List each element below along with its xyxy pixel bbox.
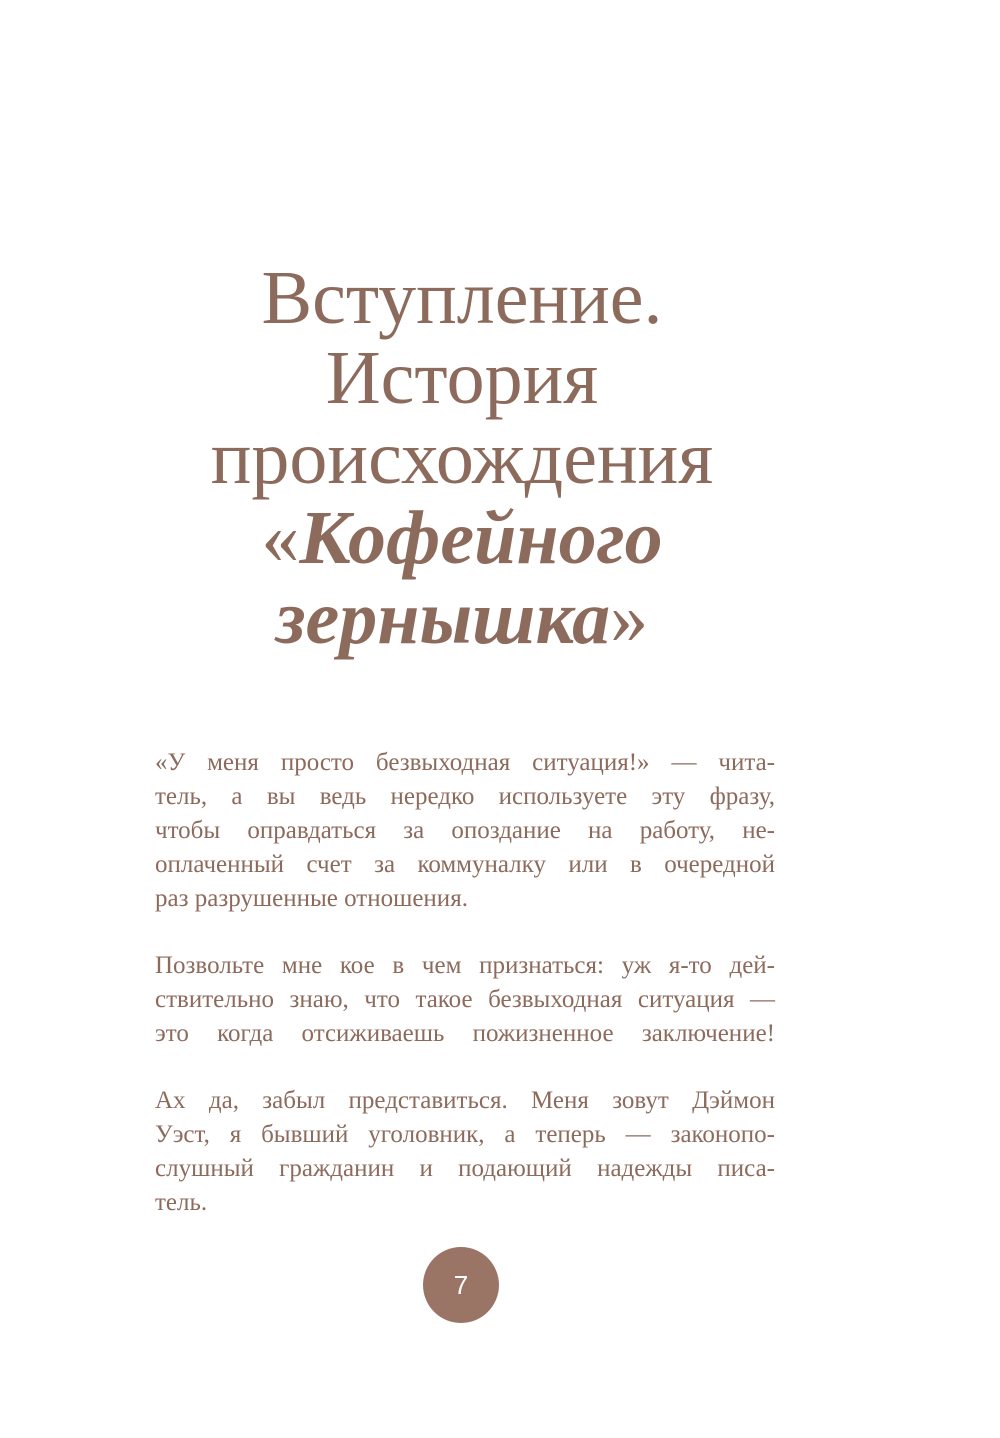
title-line-emphasis: [0, 578, 924, 658]
title-emphasis: зернышка: [275, 576, 611, 660]
text-line: Ах да, забыл представиться. Меня зовут Дэймон: [155, 1087, 775, 1114]
text-line: Уэст, я бывший уголовник, а теперь — законопо-: [155, 1121, 775, 1148]
text-line: тель.: [155, 1189, 208, 1216]
title-line: История: [325, 336, 599, 420]
page-number: 7: [453, 1269, 469, 1300]
paragraph: [155, 746, 775, 916]
text-line: Позвольте мне кое в чем признаться: уж я-то дей-: [155, 952, 775, 979]
paragraph: [155, 949, 775, 1051]
title-line-emphasis: [0, 498, 924, 578]
text-line: тель, а вы ведь нередко используете эту фразу,: [155, 783, 775, 810]
close-quote: »: [610, 576, 649, 660]
title-line: Вступление.: [261, 256, 663, 340]
open-quote: «: [261, 496, 300, 580]
chapter-title: [0, 258, 924, 658]
text-line: оплаченный счет за коммуналку или в очередной: [155, 851, 775, 878]
text-line: слушный гражданин и подающий надежды писа-: [155, 1155, 775, 1182]
paragraph: [155, 1084, 775, 1220]
text-line: это когда отсиживаешь пожизненное заключение!: [155, 1020, 775, 1047]
body-text: [155, 746, 775, 1253]
text-line: раз разрушенные отношения.: [155, 885, 468, 912]
title-line: происхождения: [210, 416, 714, 500]
text-line: чтобы оправдаться за опоздание на работу, не-: [155, 817, 775, 844]
title-emphasis: Кофейного: [299, 496, 663, 580]
page-number-badge: [423, 1247, 499, 1323]
text-line: ствительно знаю, что такое безвыходная ситуация —: [155, 986, 775, 1013]
text-line: «У меня просто безвыходная ситуация!» — чита-: [155, 749, 775, 776]
